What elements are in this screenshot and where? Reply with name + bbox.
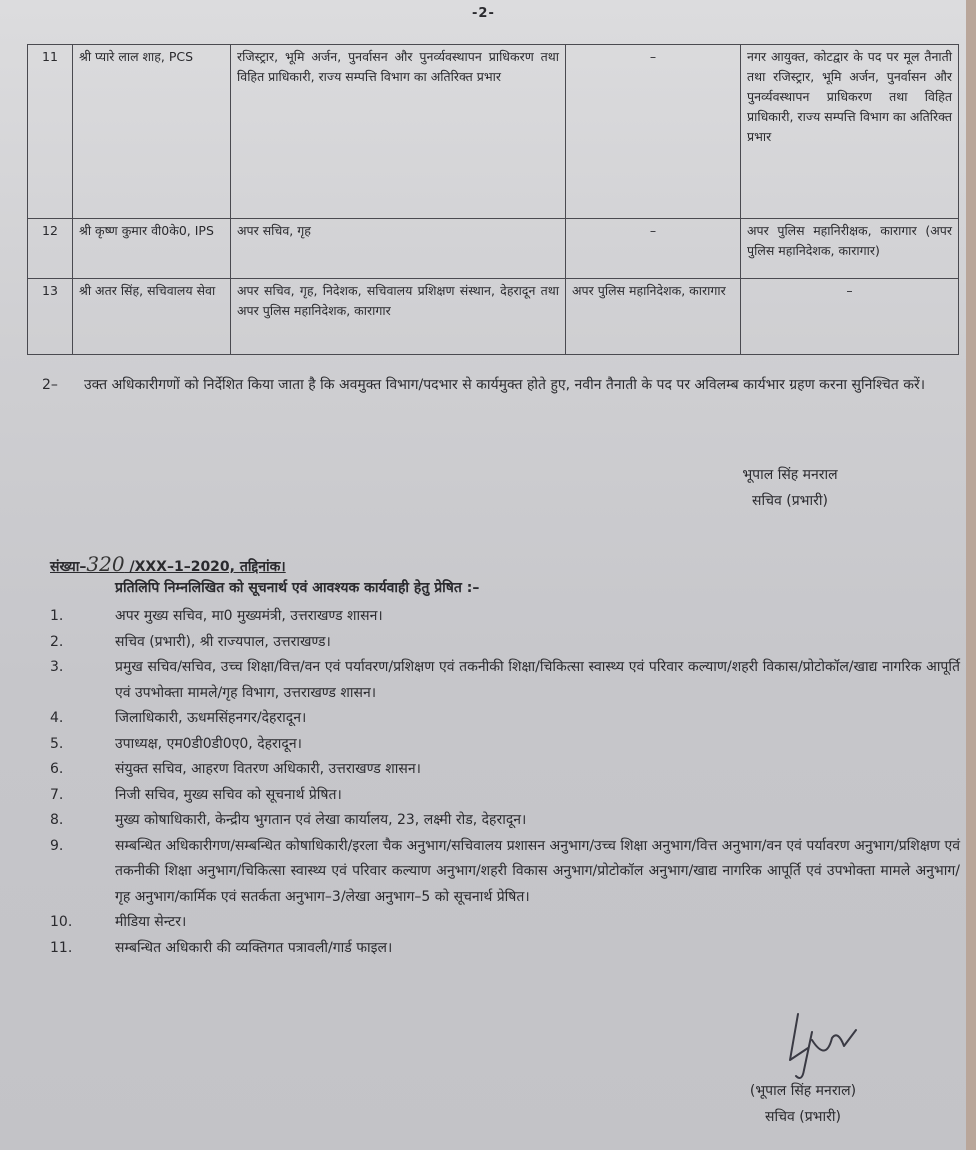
- list-item: [50, 910, 960, 936]
- item-number: 1.: [50, 608, 64, 624]
- list-item: [50, 604, 960, 630]
- list-item: [50, 936, 960, 962]
- item-text: सचिव (प्रभारी), श्री राज्यपाल, उत्तराखण्ड।: [115, 633, 331, 650]
- item-text: अपर मुख्य सचिव, मा0 मुख्यमंत्री, उत्तराखण्ड शासन।: [115, 608, 383, 624]
- new-posting: अपर पुलिस महानिरीक्षक, कारागार (अपर पुलिस महानिदेशक, कारागार): [741, 219, 959, 279]
- item-number: 4.: [50, 710, 64, 726]
- reference-number: [50, 552, 286, 576]
- item-number: 11.: [50, 939, 73, 956]
- posting-table: [27, 44, 959, 355]
- signatory-designation: सचिव (प्रभारी): [752, 493, 828, 509]
- current-post: रजिस्ट्रार, भूमि अर्जन, पुनर्वासन और पुनर्व्यवस्थापन प्राधिकरण तथा विहित प्राधिकारी, राज्य सम्पत्ति विभाग का अतिरिक्त प्रभार: [231, 45, 566, 219]
- signatory-block: [710, 462, 870, 514]
- signatory-name: (भूपाल सिंह मनराल): [749, 1083, 857, 1099]
- list-item: [50, 783, 960, 809]
- item-text: प्रमुख सचिव/सचिव, उच्च शिक्षा/वित्त/वन एवं पर्यावरण/प्रशिक्षण एवं तकनीकी शिक्षा/चिकित्सा स्वास्थ्य एवं परिवार कल्याण/शहरी विकास/प्रोटोकॉल/खाद्य नागरिक आपूर्ति एवं उपभोक्ता मामले/गृह विभाग, उत्तराखण्ड शासन।: [115, 659, 960, 701]
- paragraph-text: उक्त अधिकारीगणों को निर्देशित किया जाता है कि अवमुक्त विभाग/पदभार से कार्यमुक्त होते हुए, नवीन तैनाती के पद पर अविलम्ब कार्यभार ग्रहण करना सुनिश्चित करें।: [84, 377, 926, 393]
- copy-heading: प्रतिलिपि निम्नलिखित को सूचनार्थ एवं आवश्यक कार्यवाही हेतु प्रेषित :–: [115, 580, 480, 596]
- item-number: 10.: [50, 914, 73, 930]
- list-item: [50, 630, 960, 656]
- item-text: सम्बन्धित अधिकारीगण/सम्बन्धित कोषाधिकारी/इरला चैक अनुभाग/सचिवालय प्रशासन अनुभाग/उच्च शिक्षा अनुभाग/वित्त अनुभाग/वन एवं पर्यावरण अनुभाग/प्रशिक्षण एवं तकनीकी शिक्षा अनुभाग/चिकित्सा स्वास्थ्य एवं परिवार कल्याण अनुभाग/शहरी विकास अनुभाग/प्रोटोकॉल अनुभाग/खाद्य नागरिक आपूर्ति एवं उपभोक्ता मामले अनुभाग/गृह अनुभाग/कार्मिक एवं सतर्कता अनुभाग–3/लेखा अनुभाग–5 को सूचनार्थ प्रेषित।: [115, 837, 960, 905]
- list-item: [50, 834, 960, 911]
- page-number: -2-: [472, 6, 495, 21]
- officer-name: श्री अतर सिंह, सचिवालय सेवा: [73, 279, 231, 355]
- item-text: उपाध्यक्ष, एम0डी0डी0ए0, देहरादून।: [115, 735, 302, 752]
- officer-name: श्री प्यारे लाल शाह, PCS: [73, 45, 231, 219]
- item-number: 3.: [50, 659, 64, 675]
- list-item: [50, 757, 960, 783]
- additional-charge: अपर पुलिस महानिदेशक, कारागार: [566, 279, 741, 355]
- item-number: 9.: [50, 837, 64, 854]
- distribution-list: [50, 604, 960, 961]
- additional-charge: –: [566, 219, 741, 279]
- signatory-designation: सचिव (प्रभारी): [765, 1109, 841, 1125]
- handwritten-signature-icon: [768, 1010, 878, 1085]
- current-post: अपर सचिव, गृह: [231, 219, 566, 279]
- item-number: 7.: [50, 786, 64, 803]
- serial-number: 12: [28, 219, 73, 279]
- officer-name: श्री कृष्ण कुमार वी0के0, IPS: [73, 219, 231, 279]
- item-number: 2.: [50, 633, 64, 650]
- instruction-paragraph: [42, 372, 942, 398]
- table-row: [28, 219, 959, 279]
- table-row: [28, 279, 959, 355]
- item-text: सम्बन्धित अधिकारी की व्यक्तिगत पत्रावली/गार्ड फाइल।: [115, 939, 393, 956]
- additional-charge: –: [566, 45, 741, 219]
- serial-number: 11: [28, 45, 73, 219]
- list-item: [50, 732, 960, 758]
- new-posting: –: [741, 279, 959, 355]
- item-text: जिलाधिकारी, ऊधमसिंहनगर/देहरादून।: [115, 710, 307, 726]
- list-item: [50, 655, 960, 706]
- item-number: 5.: [50, 735, 64, 752]
- item-text: मीडिया सेन्टर।: [115, 914, 187, 930]
- list-item: [50, 706, 960, 732]
- item-text: मुख्य कोषाधिकारी, केन्द्रीय भुगतान एवं लेखा कार्यालय, 23, लक्ष्मी रोड, देहरादून।: [115, 812, 527, 828]
- table-row: [28, 45, 959, 219]
- paragraph-number: 2–: [42, 377, 58, 393]
- item-text: निजी सचिव, मुख्य सचिव को सूचनार्थ प्रेषित।: [115, 786, 342, 803]
- serial-number: 13: [28, 279, 73, 355]
- reference-suffix: /XXX–1–2020, तद्दिनांक।: [124, 559, 286, 575]
- item-number: 6.: [50, 761, 64, 777]
- item-number: 8.: [50, 812, 64, 828]
- item-text: संयुक्त सचिव, आहरण वितरण अधिकारी, उत्तराखण्ड शासन।: [115, 761, 421, 777]
- new-posting: नगर आयुक्त, कोटद्वार के पद पर मूल तैनाती तथा रजिस्ट्रार, भूमि अर्जन, पुनर्वासन और पुनर्व्यवस्थापन प्राधिकरण तथा विहित प्राधिकारी, राज्य सम्पत्ति विभाग का अतिरिक्त प्रभार: [741, 45, 959, 219]
- handwritten-number: 320: [86, 552, 125, 576]
- reference-prefix: संख्या–: [50, 559, 87, 575]
- current-post: अपर सचिव, गृह, निदेशक, सचिवालय प्रशिक्षण संस्थान, देहरादून तथा अपर पुलिस महानिदेशक, कारागार: [231, 279, 566, 355]
- list-item: [50, 808, 960, 834]
- signatory-name: भूपाल सिंह मनराल: [742, 467, 838, 483]
- signatory-block-2: [718, 1078, 888, 1130]
